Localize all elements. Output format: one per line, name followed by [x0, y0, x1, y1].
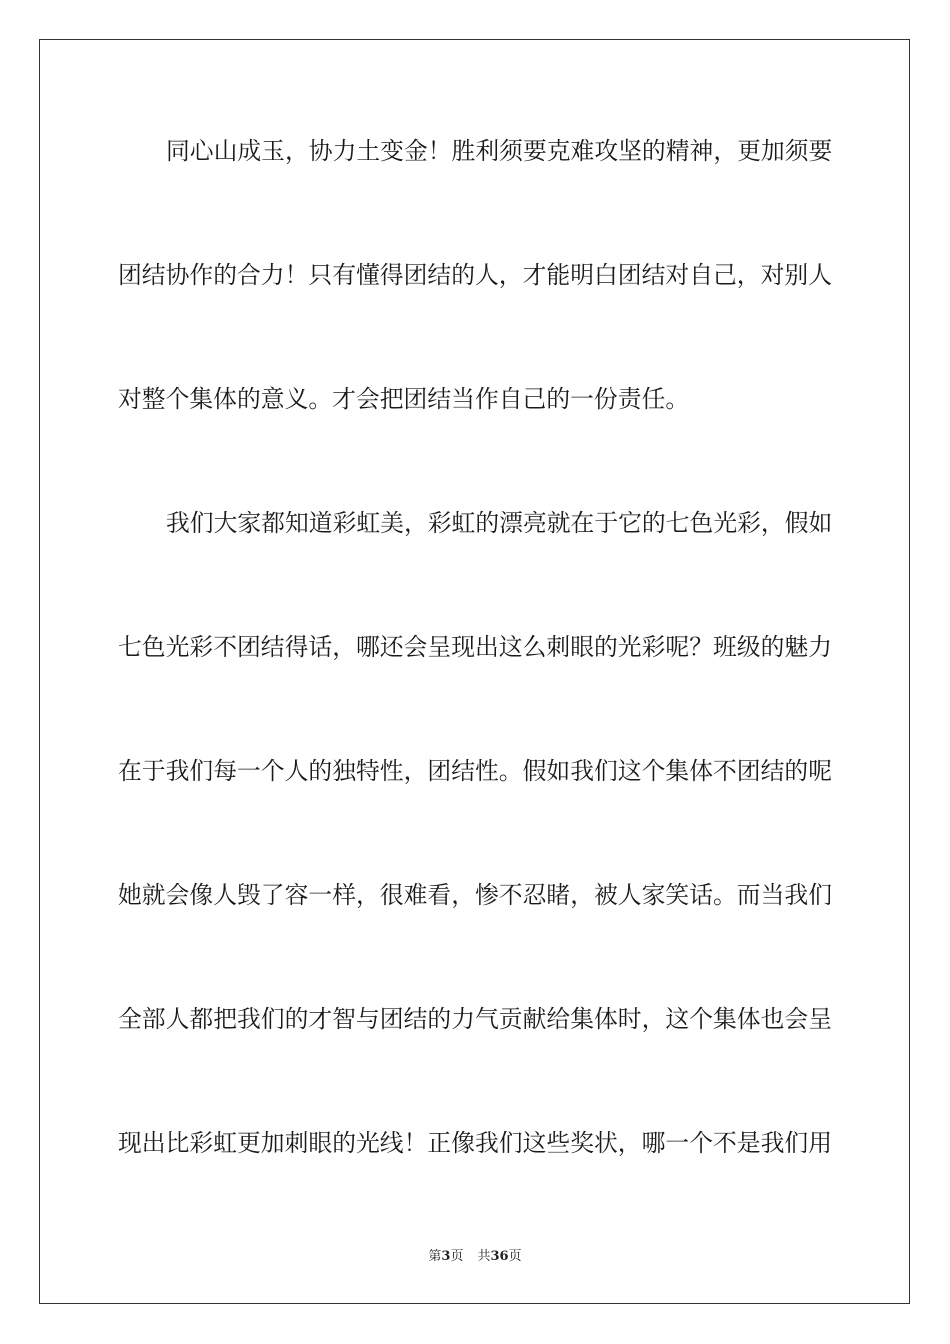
- page-border: [39, 39, 910, 1304]
- paragraph-1-line-1: 同心山成玉，协力土变金！胜利须要克难攻坚的精神，更加须要: [166, 137, 833, 165]
- page-number: 3: [441, 1249, 451, 1264]
- paragraph-2-line-6: 现出比彩虹更加刺眼的光线！正像我们这些奖状，哪一个不是我们用: [118, 1129, 832, 1157]
- total-pages: 36: [490, 1249, 509, 1264]
- paragraph-1-line-3: 对整个集体的意义。才会把团结当作自己的一份责任。: [118, 385, 690, 413]
- page-suffix: 页: [450, 1249, 464, 1264]
- paragraph-2-line-3: 在于我们每一个人的独特性，团结性。假如我们这个集体不团结的呢: [118, 757, 832, 785]
- paragraph-2-line-4: 她就会像人毁了容一样，很难看，惨不忍睹，被人家笑话。而当我们: [118, 881, 832, 909]
- paragraph-1-line-2: 团结协作的合力！只有懂得团结的人，才能明白团结对自己，对别人: [118, 261, 832, 289]
- page-prefix: 第: [428, 1249, 442, 1264]
- page-footer: [0, 1247, 950, 1267]
- total-prefix: 共: [477, 1249, 491, 1264]
- paragraph-2-line-2: 七色光彩不团结得话，哪还会呈现出这么刺眼的光彩呢？班级的魅力: [118, 633, 832, 661]
- total-suffix: 页: [508, 1249, 522, 1264]
- paragraph-2-line-1: 我们大家都知道彩虹美，彩虹的漂亮就在于它的七色光彩，假如: [166, 509, 833, 537]
- paragraph-2-line-5: 全部人都把我们的才智与团结的力气贡献给集体时，这个集体也会呈: [118, 1005, 832, 1033]
